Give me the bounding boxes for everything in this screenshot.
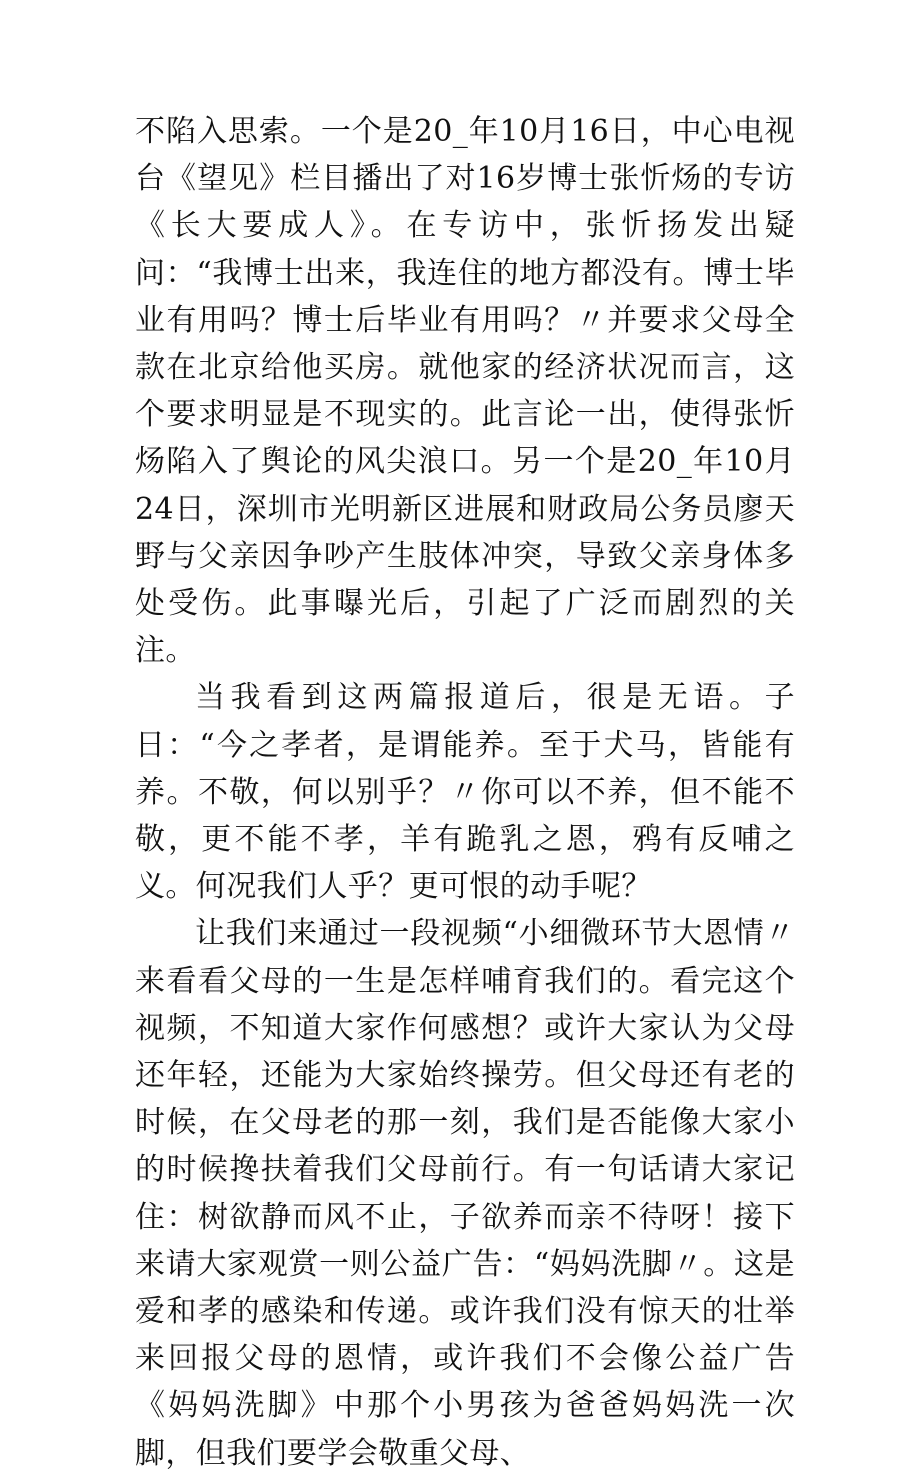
paragraph-3: 让我们来通过一段视频“小细微环节大恩情〃来看看父母的一生是怎样哺育我们的。看完这个视频，不知道大家作何感想？或许大家认为父母还年轻，还能为大家始终操劳。但父母还有老的时候，在父母老的那一刻，我们是否能像大家小的时候搀扶着我们父母前行。有一句话请大家记住：树欲静而风不止，子欲养而亲不待呀！接下来请大家观赏一则公益广告：“妈妈洗脚〃。这是爱和孝的感染和传递。或许我们没有惊天的壮举来回报父母的恩情，或许我们不会像公益广告《妈妈洗脚》中那个小男孩为爸爸妈妈洗一次脚，但我们要学会敬重父母、 xyxy=(135,916,795,1471)
body-text xyxy=(135,108,795,1477)
paragraph-1: 不陷入思索。一个是20_年10月16日，中心电视台《望见》栏目播出了对16岁博士张忻炀的专访《长大要成人》。在专访中，张忻扬发出疑问：“我博士出来，我连住的地方都没有。博士毕业有用吗？博士后毕业有用吗？〃并要求父母全款在北京给他买房。就他家的经济状况而言，这个要求明显是不现实的。此言论一出，使得张忻炀陷入了舆论的风尖浪口。另一个是20_年10月24日，深圳市光明新区进展和财政局公务员廖天野与父亲因争吵产生肢体冲突，导致父亲身体多处受伤。此事曝光后，引起了广泛而剧烈的关注。 xyxy=(135,114,795,669)
paragraph-2: 当我看到这两篇报道后，很是无语。子日：“今之孝者，是谓能养。至于犬马，皆能有养。不敬，何以别乎？〃你可以不养，但不能不敬，更不能不孝，羊有跪乳之恩，鸦有反哺之义。何况我们人乎？更可恨的动手呢？ xyxy=(135,680,795,905)
